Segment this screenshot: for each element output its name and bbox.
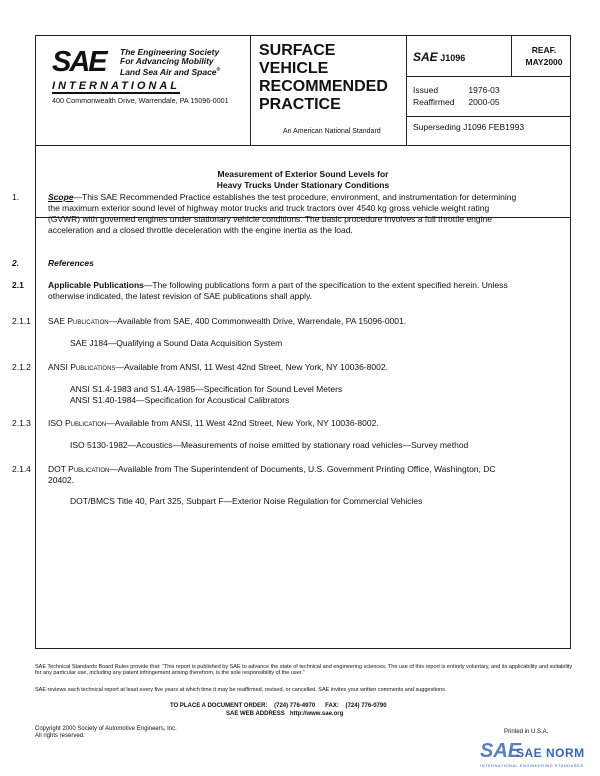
section-2-1-4-number: 2.1.4 (12, 464, 31, 474)
standard-type (259, 42, 388, 114)
sae-norm-logo-icon: SAE (480, 740, 522, 762)
superseding-text: Superseding J1096 FEB1993 (413, 122, 525, 132)
standard-type-line-1: SURFACE (259, 42, 336, 59)
standard-type-line-2: VEHICLE (259, 60, 329, 77)
standard-type-line-4: PRACTICE (259, 96, 341, 113)
ans-label: An American National Standard (283, 128, 381, 135)
web-label: SAE WEB ADDRESS (226, 711, 285, 717)
section-2-1-1-body: —Available from SAE, 400 Commonwealth Drive, Warrendale, PA 15096-0001. (108, 316, 407, 326)
printed-in: Printed in U.S.A. (504, 729, 549, 735)
section-2-1-number: 2.1 (12, 280, 24, 290)
dates-table (413, 84, 514, 108)
reference-ansi-s1-40: ANSI S1.40-1984—Specification for Acoustical Calibrators (70, 395, 290, 405)
copyright-line: Copyright 2000 Society of Automotive Engineers, Inc. (35, 726, 177, 732)
international-label: INTERNATIONAL (52, 80, 181, 92)
registered-mark: ® (216, 67, 221, 73)
section-2-1-4-body: —Available from The Superintendent of Documents, U.S. Government Printing Office, Washington, DC 20402. (48, 464, 496, 485)
title-line-1: Measurement of Exterior Sound Levels for (217, 169, 389, 179)
section-2-heading: References (48, 258, 94, 268)
reference-ansi-s1-4: ANSI S1.4-1983 and S1.4A-1985—Specification for Sound Level Meters (70, 384, 343, 394)
section-2-1-4-heading: DOT Publication (48, 464, 110, 474)
sae-norm-subtext: INTERNATIONAL ENGINEERING STANDARDS (480, 763, 584, 768)
footer-note-rules: SAE Technical Standards Board Rules provide that: “This report is published by SAE to advance the state of technical and engineering sciences. The use of this report is entirely voluntary, and its applicability and suitability for any particular use, including any patent infringement arising therefrom, is the sole responsibility of the user.” (35, 664, 573, 676)
section-1-body: —This SAE Recommended Practice establishes the test procedure, environment, and instrumentation for determining the maximum exterior sound level of highway motor trucks and truck tractors over 4540 kg gross vehicle weight rating (GVWR) with governed engines under stationary vehicle conditions. The basic procedure involves a full throttle engine acceleration and a closed throttle deceleration with the engine inertia as the load. (48, 192, 517, 235)
issued-label: Issued (413, 85, 439, 95)
section-2-1-3-body: —Available from ANSI, 11 West 42nd Street, New York, NY 10036-8002. (106, 418, 379, 428)
section-2-1-heading: Applicable Publications (48, 280, 144, 290)
section-2-1-3-number: 2.1.3 (12, 418, 31, 428)
reference-sae-j184: SAE J184—Qualifying a Sound Data Acquisition System (70, 338, 283, 348)
fax-phone: (724) 776-0790 (345, 703, 387, 709)
order-line (170, 702, 387, 710)
society-line-3: Land Sea Air and Space® (120, 66, 221, 77)
section-2-1-2-body: —Available from ANSI, 11 West 42nd Street, New York, NY 10036-8002. (115, 362, 388, 372)
issued-value: 1976-03 (468, 85, 500, 95)
section-1-heading: Scope (48, 192, 74, 202)
section-2-1-text (48, 280, 522, 302)
standard-type-cell (250, 36, 407, 145)
society-line-2: For Advancing Mobility (120, 56, 214, 66)
sae-logo: SAE (52, 46, 106, 78)
copyright (35, 726, 177, 740)
reaffirmation-stamp (522, 44, 566, 68)
footer-note-review: SAE reviews each technical report at least every five years at which time it may be reaffirmed, revised, or cancelled. SAE invites your written comments and suggestions. (35, 687, 447, 693)
logo-cell (36, 36, 250, 145)
web-address[interactable]: http://www.sae.org (289, 711, 344, 717)
section-1-text (48, 192, 522, 236)
reference-dot-bmcs: DOT/BMCS Title 40, Part 325, Subpart F—Exterior Noise Regulation for Commercial Vehicles (70, 496, 423, 506)
society-line-1: The Engineering Society (120, 47, 220, 57)
section-2-1-2-heading: ANSI Publications (48, 362, 116, 372)
reaffirmation-box (511, 36, 572, 76)
reference-iso-5130: ISO 5130-1982—Acoustics—Measurements of noise emitted by stationary road vehicles—Survey method (70, 440, 469, 450)
section-2-1-1-text (48, 316, 522, 327)
fax-label: FAX: (325, 703, 339, 709)
section-2-1-4-text (48, 464, 522, 486)
section-2-1-3-heading: ISO Publication (48, 418, 107, 428)
society-name (120, 48, 220, 77)
rights-line: All rights reserved. (35, 733, 85, 739)
sae-norm-text: SAE NORM (516, 746, 585, 760)
document-number-box (407, 36, 571, 77)
section-2-1-1-heading: SAE Publication (48, 316, 109, 326)
reaffirmed-value: 2000-05 (468, 97, 500, 107)
reaffirmed-label: Reaffirmed (413, 97, 455, 107)
society-address: 400 Commonwealth Drive, Warrendale, PA 15096-0001 (52, 96, 229, 105)
section-2-number: 2. (12, 258, 20, 268)
section-2-1-3-text (48, 418, 522, 429)
reaf-label: REAF. (531, 45, 557, 55)
section-2-1-2-number: 2.1.2 (12, 362, 31, 372)
order-info (170, 702, 387, 718)
superseding-box (407, 116, 571, 137)
section-1-number: 1. (12, 192, 20, 202)
section-2-1-1-number: 2.1.1 (12, 316, 31, 326)
standard-type-line-3: RECOMMENDED (259, 78, 388, 95)
order-label: TO PLACE A DOCUMENT ORDER: (170, 703, 268, 709)
document-number: SAE J1096 (413, 50, 466, 64)
order-phone: (724) 776-4970 (274, 703, 316, 709)
reaf-date: MAY2000 (525, 57, 563, 67)
section-2-1-body: —The following publications form a part of the specification to the extent specified herein. Unless otherwise indicated, the latest revision of SAE publications shall apply. (48, 280, 508, 301)
document-number-cell (406, 36, 571, 145)
title-line-2: Heavy Trucks Under Stationary Conditions (216, 180, 390, 190)
section-2-1-2-text (48, 362, 522, 373)
web-line (170, 710, 387, 718)
sae-norm-stamp (478, 738, 596, 770)
header (36, 36, 570, 146)
